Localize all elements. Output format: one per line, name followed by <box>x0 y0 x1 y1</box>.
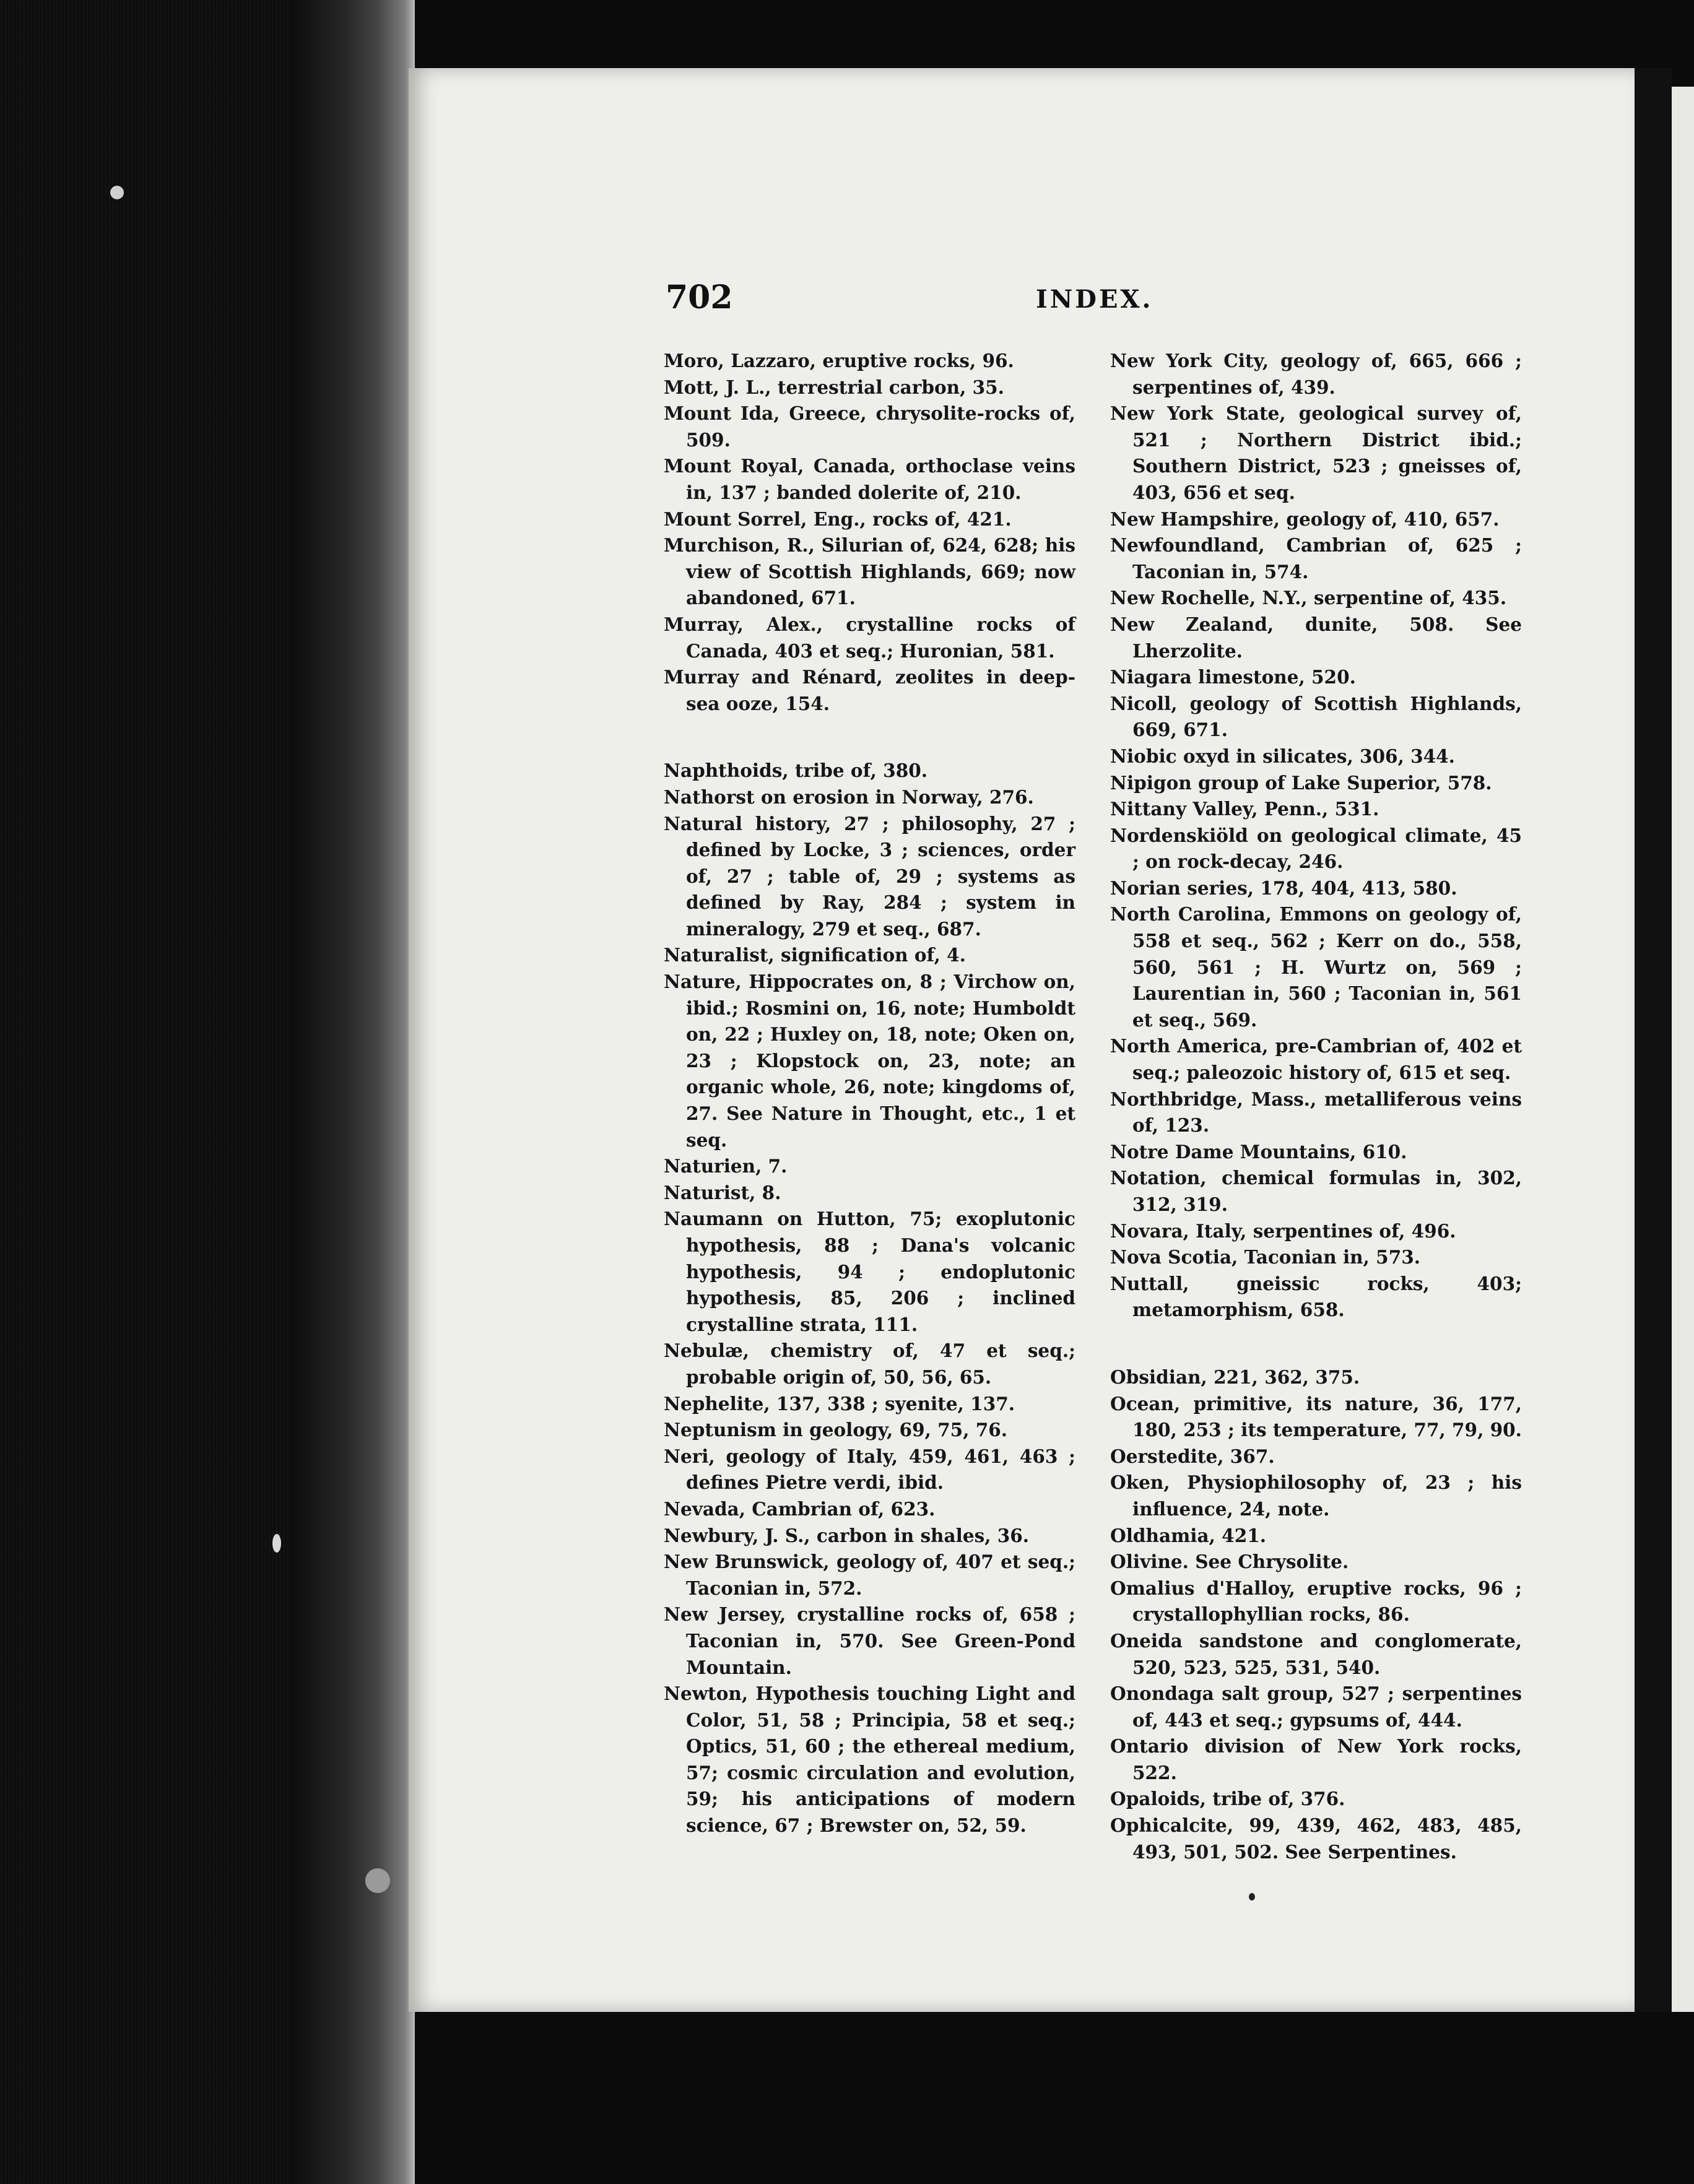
page-header <box>666 279 1532 328</box>
index-entry: Notation, chemical formulas in, 302, 312, 319. <box>1110 1167 1522 1215</box>
index-entry: Nittany Valley, Penn., 531. <box>1110 798 1379 820</box>
page-gutter-right <box>1635 68 1672 2012</box>
index-entry: Ophicalcite, 99, 439, 462, 483, 485, 493, 501, 502. See Serpentines. <box>1110 1814 1522 1863</box>
index-entry: Oldhamia, 421. <box>1110 1524 1267 1546</box>
index-entry: Nature, Hippocrates on, 8 ; Virchow on, ibid.; Rosmini on, 16, note; Humboldt on, 22 ; Huxley on, 18, note; Oken on, 23 ; Klopstock on, 23, note; an organic whole, 26, note; kingdoms of, 27. See Nature in Thought, etc., 1 et seq. <box>664 971 1075 1151</box>
next-page-edge <box>1672 87 1694 2012</box>
page-number: 702 <box>666 279 733 316</box>
index-entry: Opaloids, tribe of, 376. <box>1110 1788 1345 1810</box>
index-entry: Mount Royal, Canada, orthoclase veins in, 137 ; banded dolerite of, 210. <box>664 455 1075 503</box>
index-entry: Oken, Physiophilosophy of, 23 ; his influence, 24, note. <box>1110 1471 1522 1520</box>
index-column-left <box>664 348 1075 1839</box>
index-entry: Niagara limestone, 520. <box>1110 666 1356 688</box>
index-entry: New Rochelle, N.Y., serpentine of, 435. <box>1110 587 1507 609</box>
index-entry: Oerstedite, 367. <box>1110 1445 1275 1467</box>
index-entry: New Jersey, crystalline rocks of, 658 ; Taconian in, 570. See Green-Pond Mountain. <box>664 1603 1075 1678</box>
index-entry: Naphthoids, tribe of, 380. <box>664 760 928 782</box>
index-entry: Naturalist, signification of, 4. <box>664 944 966 966</box>
book-binding-shadow <box>291 0 415 2184</box>
index-entry: Naturist, 8. <box>664 1181 781 1203</box>
index-entry: Mott, J. L., terrestrial carbon, 35. <box>664 376 1004 398</box>
index-entry: Natural history, 27 ; philosophy, 27 ; defined by Locke, 3 ; sciences, order of, 27 ; table of, 29 ; systems as defined by Ray, 284 ; system in mineralogy, 279 et seq., 687. <box>664 812 1075 940</box>
index-entry: Nova Scotia, Taconian in, 573. <box>1110 1246 1421 1268</box>
index-entry: Neri, geology of Italy, 459, 461, 463 ; defines Pietre verdi, ibid. <box>664 1445 1075 1494</box>
index-entry: Moro, Lazzaro, eruptive rocks, 96. <box>664 350 1014 371</box>
index-entry: Nephelite, 137, 338 ; syenite, 137. <box>664 1392 1015 1415</box>
index-entry: Mount Ida, Greece, chrysolite-rocks of, 509. <box>664 402 1075 451</box>
scan-smudge <box>110 186 124 199</box>
index-entry: Nuttall, gneissic rocks, 403; metamorphism, 658. <box>1110 1272 1522 1321</box>
index-entry: Nordenskiöld on geological climate, 45 ; on rock-decay, 246. <box>1110 824 1522 873</box>
index-entry: Naturien, 7. <box>664 1155 788 1177</box>
index-entry: Ontario division of New York rocks, 522. <box>1110 1735 1522 1783</box>
index-entry: New Zealand, dunite, 508. See Lherzolite. <box>1110 613 1522 662</box>
index-entry: Murchison, R., Silurian of, 624, 628; his view of Scottish Highlands, 669; now abandoned, 671. <box>664 534 1075 609</box>
index-column-right <box>1110 348 1522 1865</box>
index-entry: Nipigon group of Lake Superior, 578. <box>1110 771 1492 794</box>
scan-smudge <box>365 1868 390 1893</box>
index-entry: Newfoundland, Cambrian of, 625 ; Taconian in, 574. <box>1110 534 1522 583</box>
index-entry: Omalius d'Halloy, eruptive rocks, 96 ; crystallophyllian rocks, 86. <box>1110 1577 1522 1626</box>
index-entry: Newbury, J. S., carbon in shales, 36. <box>664 1524 1030 1546</box>
index-entry: Nathorst on erosion in Norway, 276. <box>664 786 1034 808</box>
index-entry: Murray and Rénard, zeolites in deep-sea ooze, 154. <box>664 666 1075 714</box>
section-gap <box>1110 1324 1522 1364</box>
index-entry: Onondaga salt group, 527 ; serpentines of, 443 et seq.; gypsums of, 444. <box>1110 1683 1522 1731</box>
index-entry: North Carolina, Emmons on geology of, 558 et seq., 562 ; Kerr on do., 558, 560, 561 ; H. Wurtz on, 569 ; Laurentian in, 560 ; Taconian in, 561 et seq., 569. <box>1110 903 1522 1031</box>
index-entry: Nebulæ, chemistry of, 47 et seq.; probable origin of, 50, 56, 65. <box>664 1340 1075 1388</box>
index-entry: Naumann on Hutton, 75; exoplutonic hypothesis, 88 ; Dana's volcanic hypothesis, 94 ; endoplutonic hypothesis, 85, 206 ; inclined crystalline strata, 111. <box>664 1208 1075 1335</box>
index-entry: Northbridge, Mass., metalliferous veins of, 123. <box>1110 1088 1522 1137</box>
section-gap <box>664 717 1075 758</box>
index-entry: Oneida sandstone and conglomerate, 520, 523, 525, 531, 540. <box>1110 1629 1522 1678</box>
index-entry: New Hampshire, geology of, 410, 657. <box>1110 508 1500 530</box>
running-head: INDEX. <box>1036 285 1153 314</box>
index-entry: Olivine. See Chrysolite. <box>1110 1551 1349 1573</box>
index-entry: Norian series, 178, 404, 413, 580. <box>1110 877 1457 899</box>
index-entry: Mount Sorrel, Eng., rocks of, 421. <box>664 508 1012 530</box>
index-entry: Novara, Italy, serpentines of, 496. <box>1110 1220 1456 1242</box>
index-entry: Murray, Alex., crystalline rocks of Canada, 403 et seq.; Huronian, 581. <box>664 613 1075 662</box>
index-entry: Nicoll, geology of Scottish Highlands, 669, 671. <box>1110 692 1522 741</box>
index-entry: Neptunism in geology, 69, 75, 76. <box>664 1419 1008 1441</box>
index-entry: Nevada, Cambrian of, 623. <box>664 1497 936 1520</box>
index-entry: North America, pre-Cambrian of, 402 et seq.; paleozoic history of, 615 et seq. <box>1110 1035 1522 1084</box>
print-dot <box>1249 1893 1255 1900</box>
index-entry: Newton, Hypothesis touching Light and Color, 51, 58 ; Principia, 58 et seq.; Optics, 51, 60 ; the ethereal medium, 57; cosmic circulation and evolution, 59; his anticipations of modern science, 67 ; Brewster on, 52, 59. <box>664 1683 1075 1837</box>
index-entry: New York City, geology of, 665, 666 ; serpentines of, 439. <box>1110 350 1522 398</box>
index-entry: Notre Dame Mountains, 610. <box>1110 1140 1407 1163</box>
index-entry: Ocean, primitive, its nature, 36, 177, 180, 253 ; its temperature, 77, 79, 90. <box>1110 1392 1522 1441</box>
index-entry: New Brunswick, geology of, 407 et seq.; Taconian in, 572. <box>664 1551 1075 1599</box>
index-entry: New York State, geological survey of, 521 ; Northern District ibid.; Southern District, 523 ; gneisses of, 403, 656 et seq. <box>1110 402 1522 503</box>
scan-smudge <box>272 1534 281 1553</box>
index-entry: Niobic oxyd in silicates, 306, 344. <box>1110 745 1455 767</box>
index-entry: Obsidian, 221, 362, 375. <box>1110 1366 1360 1388</box>
